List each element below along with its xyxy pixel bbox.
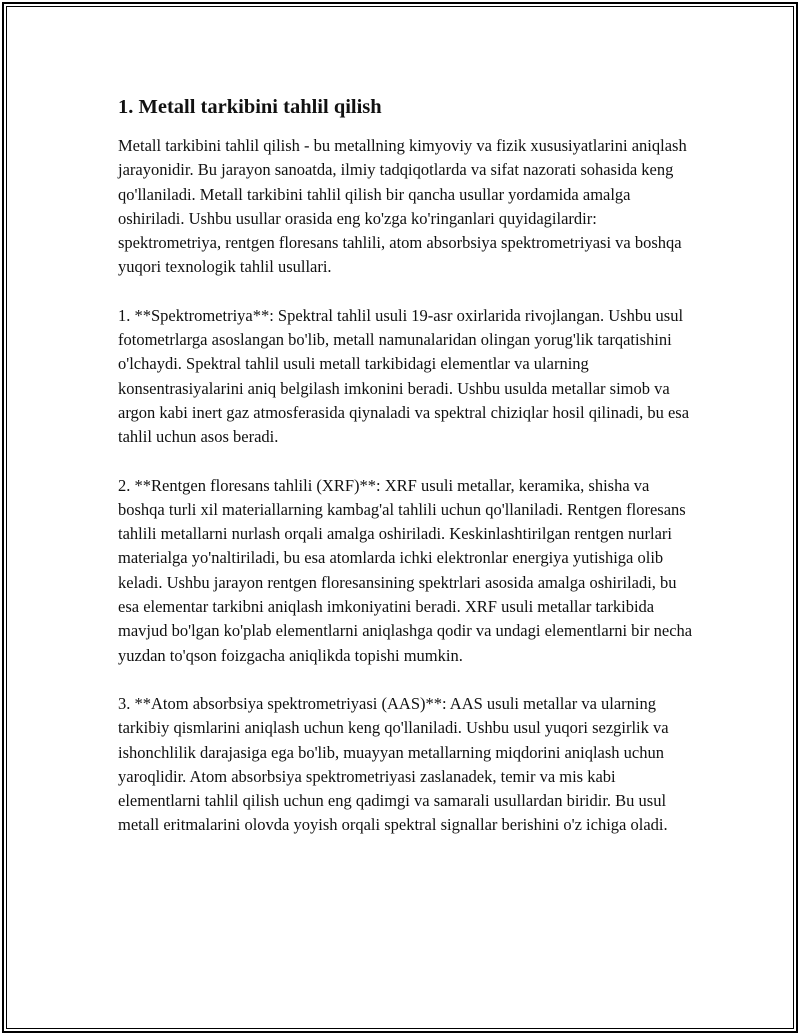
document-body — [118, 94, 698, 862]
aas-paragraph: 3. **Atom absorbsiya spektrometriyasi (AAS)**: AAS usuli metallar va ularning tarkibiy qismlarini aniqlash uchun keng qo'llaniladi. Ushbu usul yuqori sezgirlik va ishonchlilik darajasiga ega bo'lib, muayyan metallarning miqdorini aniqlash uchun yaroqlidir. Atom absorbsiya spektrometriyasi zaslanadek, temir va mis kabi elementlarni tahlil qilish uchun eng qadimgi va samarali usullardan biridir. Bu usul metall eritmalarini olovda yoyish orqali spektral signallar berishini o'z ichiga oladi. — [118, 693, 669, 835]
intro-paragraph: Metall tarkibini tahlil qilish - bu metallning kimyoviy va fizik xususiyatlarini aniqlash jarayonidir. Bu jarayon sanoatda, ilmiy tadqiqotlarda va sifat nazorati sohasida keng qo'llaniladi. Metall tarkibini tahlil qilish bir qancha usullar yordamida amalga oshiriladi. Ushbu usullar orasida eng ko'zga ko'ringanlari quyidagilardir: spektrometriya, rentgen floresans tahlili, atom absorbsiya spektrometriyasi va boshqa yuqori texnologik tahlil usullari. — [118, 136, 687, 277]
xrf-paragraph: 2. **Rentgen floresans tahlili (XRF)**: XRF usuli metallar, keramika, shisha va boshqa turli xil materiallarning kambag'al tahlili uchun qo'llaniladi. Rentgen floresans tahlili metallarni nurlash orqali amalga oshiriladi. Keskinlashtirilgan rentgen nurlari materialga yo'naltiriladi, bu esa atomlarda ichki elektronlar energiya yutishiga olib keladi. Ushbu jarayon rentgen floresansining spektrlari asosida amalga oshiriladi, bu esa elementar tarkibni aniqlash imkoniyatini beradi. XRF usuli metallar tarkibida mavjud bo'lgan ko'plab elementlarni aniqlashga qodir va undagi elementlarni bir necha yuzdan to'qson foizgacha aniqlikda topishi mumkin. — [118, 475, 693, 665]
section-heading: 1. Metall tarkibini tahlil qilish — [118, 96, 382, 118]
spektrometriya-paragraph: 1. **Spektrometriya**: Spektral tahlil usuli 19-asr oxirlarida rivojlangan. Ushbu usul fotometrlarga asoslangan bo'lib, metall namunalaridan olingan yorug'lik tarqatishini o'lchaydi. Spektral tahlil usuli metall tarkibidagi elementlar va ularning konsentrasiyalarini aniq belgilash imkonini beradi. Ushbu usulda metallar simob va argon kabi inert gaz atmosferasida qiynaladi va spektral chiziqlar hosil qilinadi, bu esa tahlil uchun asos beradi. — [118, 305, 690, 447]
